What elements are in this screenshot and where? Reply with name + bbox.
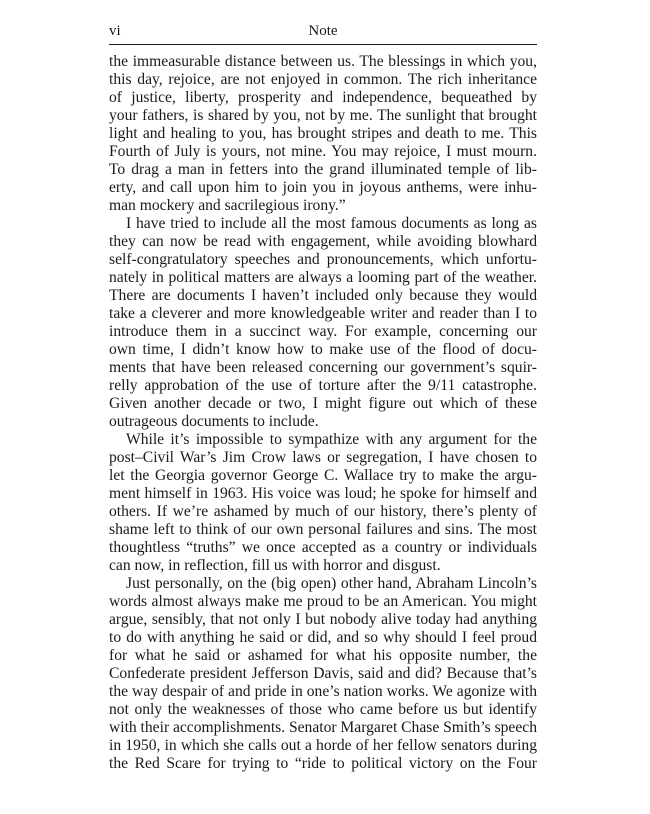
text-line: erty, and call upon him to join you in joyous anthems, were inhu- [109,179,537,196]
text-line: shame left to think of our own personal failures and sins. The most [109,521,537,538]
page-header [109,20,537,42]
text-line: this day, rejoice, are not enjoyed in common. The rich inheritance [109,71,537,88]
text-line: There are documents I haven’t included only because they would [109,287,537,304]
text-line: not only the weaknesses of those who came before us but identify [109,701,537,718]
body-text [109,53,537,773]
text-line: to do with anything he said or did, and so why should I feel proud [109,629,537,646]
text-line: While it’s impossible to sympathize with any argument for the [126,431,537,448]
text-line: own time, I didn’t know how to make use of the flood of docu- [109,341,537,358]
text-line: ment himself in 1963. His voice was loud; he spoke for himself and [109,485,537,502]
running-head: Note [308,23,338,39]
text-line: in 1950, in which she calls out a horde of her fellow senators during [109,737,537,754]
text-line: thoughtless “truths” we once accepted as a country or individuals [109,539,537,556]
text-line: they can now be read with engagement, while avoiding blowhard [109,233,537,250]
text-line: let the Georgia governor George C. Wallace try to make the argu- [109,467,537,484]
text-line: your fathers, is shared by you, not by me. The sunlight that brought [109,107,537,124]
text-line: Confederate president Jefferson Davis, said and did? Because that’s [109,665,537,682]
text-line: words almost always make me proud to be an American. You might [109,593,537,610]
text-line: the Red Scare for trying to “ride to political victory on the Four [109,755,537,772]
text-line: self-congratulatory speeches and pronouncements, which unfortu- [109,251,537,268]
text-line: I have tried to include all the most famous documents as long as [126,215,537,232]
text-line: post–Civil War’s Jim Crow laws or segregation, I have chosen to [109,449,537,466]
text-line: introduce them in a succinct way. For example, concerning our [109,323,537,340]
text-line: argue, sensibly, that not only I but nobody alive today had anything [109,611,537,628]
text-line: light and healing to you, has brought stripes and death to me. This [109,125,537,142]
text-line: man mockery and sacrilegious irony.” [109,197,346,214]
text-line: the way despair of and pride in one’s nation works. We agonize with [109,683,537,700]
text-line: can now, in reflection, fill us with horror and disgust. [109,557,441,574]
text-line: relly approbation of the use of torture after the 9/11 catastrophe. [109,377,537,394]
text-line: nately in political matters are always a looming part of the weather. [109,269,537,286]
page-number: vi [109,23,121,39]
text-line: ments that have been released concerning our government’s squir- [109,359,537,376]
text-line: To drag a man in fetters into the grand illuminated temple of lib- [109,161,537,178]
text-line: take a cleverer and more knowledgeable writer and reader than I to [109,305,537,322]
text-line: Given another decade or two, I might figure out which of these [109,395,537,412]
text-line: outrageous documents to include. [109,413,319,430]
text-line: others. If we’re ashamed by much of our history, there’s plenty of [109,503,537,520]
text-line: with their accomplishments. Senator Margaret Chase Smith’s speech [109,719,537,736]
book-page [109,20,537,773]
text-line: of justice, liberty, prosperity and independence, bequeathed by [109,89,537,106]
text-line: Fourth of July is yours, not mine. You may rejoice, I must mourn. [109,143,537,160]
text-line: Just personally, on the (big open) other hand, Abraham Lincoln’s [126,575,537,592]
text-line: for what he said or ashamed for what his opposite number, the [109,647,537,664]
header-rule [109,44,537,45]
text-line: the immeasurable distance between us. The blessings in which you, [109,53,537,70]
